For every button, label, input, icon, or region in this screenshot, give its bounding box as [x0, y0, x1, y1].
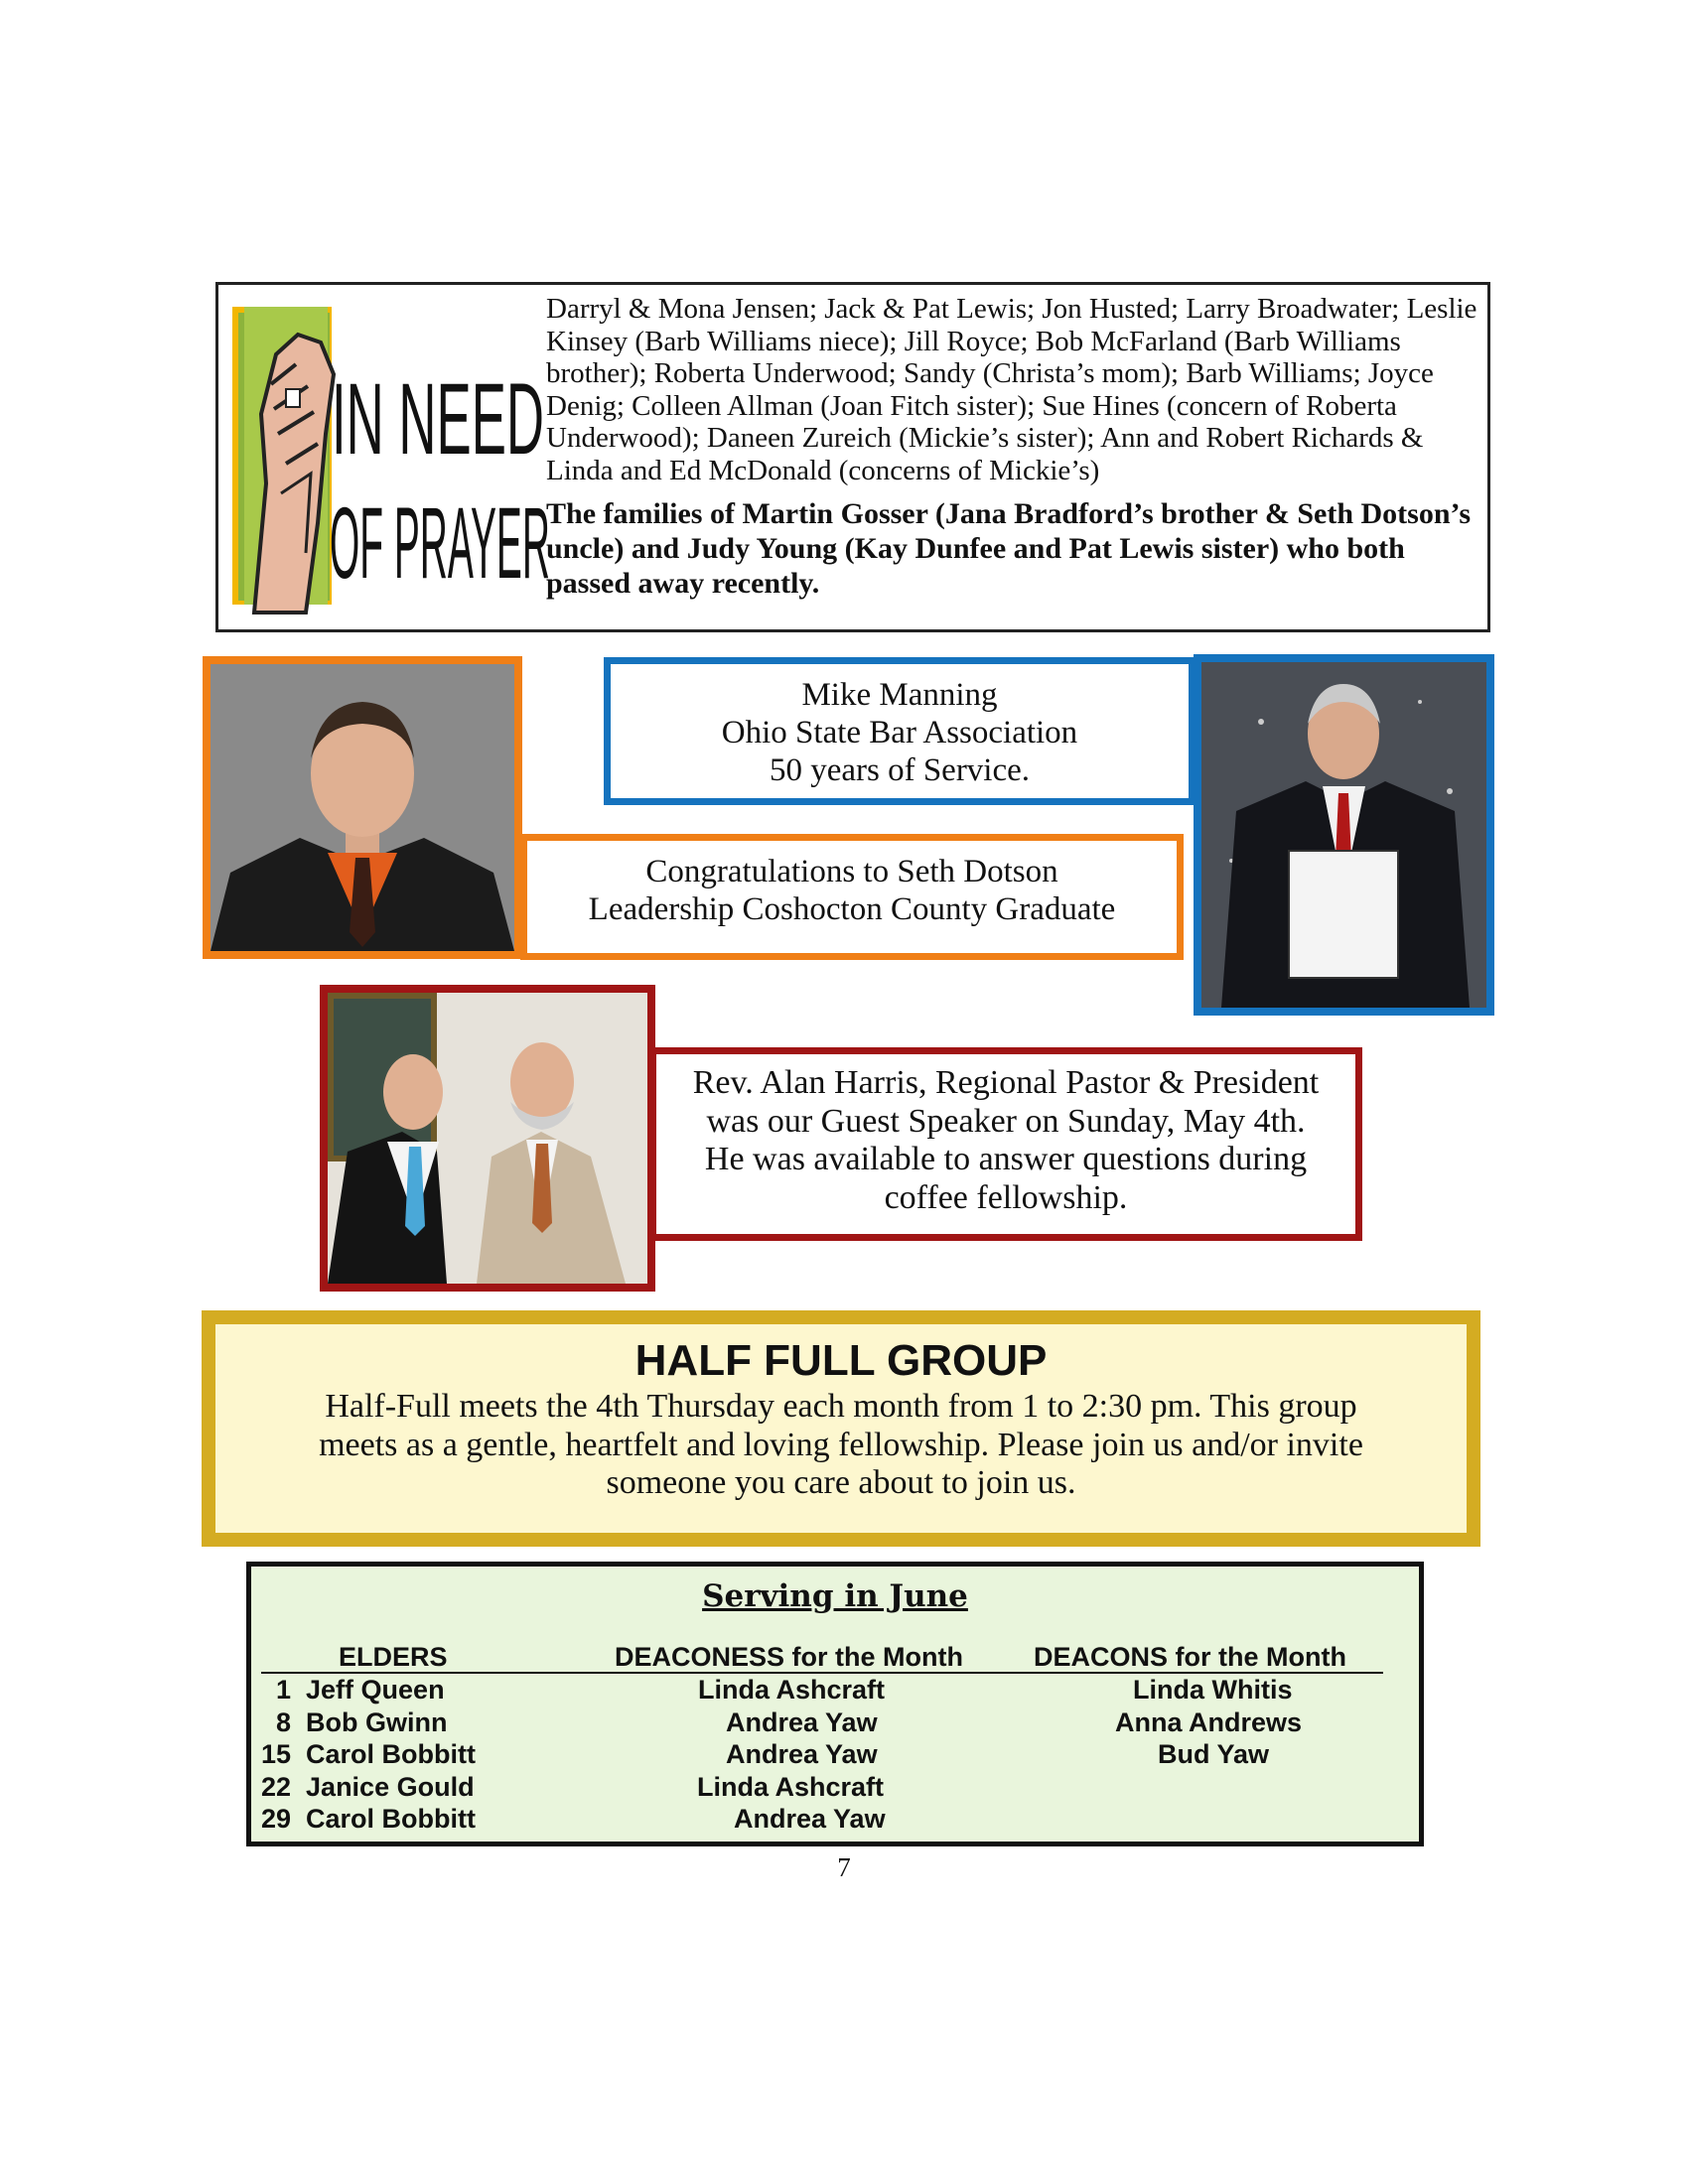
mike-manning-caption — [604, 657, 1196, 805]
deaconess-entry: Linda Ashcraft — [697, 1771, 885, 1802]
alan-harris-caption — [649, 1047, 1362, 1241]
alan-harris-photo — [320, 985, 655, 1292]
half-full-title: HALF FULL GROUP — [634, 1336, 1048, 1385]
elder-entry: 22 Janice Gould — [261, 1771, 475, 1802]
prayer-families-note: The families of Martin Gosser (Jana Bradford’s brother & Seth Dotson’s uncle) and Judy Young (Kay Dunfee and Pat Lewis sister) who both passed away recently. — [546, 497, 1472, 600]
half-full-line: meets as a gentle, heartfelt and loving fellowship. Please join us and/or invite — [319, 1426, 1363, 1463]
deacon-entry: Bud Yaw — [1158, 1739, 1270, 1769]
elder-entry: 15 Carol Bobbitt — [261, 1739, 477, 1769]
alan-caption-line: coffee fellowship. — [884, 1178, 1128, 1216]
mike-portrait-image — [1201, 662, 1486, 1008]
praying-hands-icon — [226, 295, 554, 622]
mike-caption-line: Ohio State Bar Association — [721, 715, 1078, 751]
deacons-header: DEACONS for the Month — [1034, 1642, 1346, 1672]
elder-entry: 1 Jeff Queen — [261, 1675, 445, 1705]
deaconess-entry: Andrea Yaw — [726, 1739, 878, 1769]
elder-entry: 8 Bob Gwinn — [261, 1706, 448, 1737]
deaconess-entry: Linda Ashcraft — [698, 1675, 886, 1705]
half-full-line: Half-Full meets the 4th Thursday each month from 1 to 2:30 pm. This group — [325, 1388, 1357, 1425]
alan-caption-line: was our Guest Speaker on Sunday, May 4th. — [706, 1102, 1306, 1140]
deacon-entry: Linda Whitis — [1133, 1675, 1293, 1705]
deaconess-entry: Andrea Yaw — [726, 1706, 878, 1737]
seth-dotson-photo — [203, 656, 522, 959]
prayer-list: Darryl & Mona Jensen; Jack & Pat Lewis; Jon Husted; Larry Broadwater; Leslie Kinsey (Barb Williams niece); Jill Royce; Bob McFarland (Barb Williams brother); Roberta Underwood; Sandy (Christa’s mom); Barb Williams; Joyce Denig; Colleen Allman (Joan Fitch sister); Sue Hines (concern of Roberta Underwood); Daneen Zureich (Mickie’s sister); Ann and Robert Richards & Linda and Ed McDonald (concerns of Mickie’s) — [546, 293, 1477, 486]
mike-caption-line: Mike Manning — [801, 677, 998, 713]
elders-header: ELDERS — [339, 1642, 448, 1672]
page-number: 7 — [837, 1852, 851, 1882]
seth-portrait-image — [211, 664, 514, 951]
seth-dotson-caption — [520, 834, 1184, 960]
prayer-text — [546, 293, 1479, 601]
half-full-line: someone you care about to join us. — [606, 1464, 1076, 1501]
seth-caption-line: Leadership Coshocton County Graduate — [588, 891, 1116, 927]
seth-caption-line: Congratulations to Seth Dotson — [645, 854, 1058, 889]
deacon-entry: Anna Andrews — [1115, 1706, 1303, 1737]
alan-caption-line: He was available to answer questions during — [704, 1141, 1308, 1177]
deaconess-entry: Andrea Yaw — [734, 1804, 886, 1834]
serving-title: Serving in June — [702, 1578, 968, 1614]
half-full-group-box — [202, 1310, 1480, 1547]
elder-entry: 29 Carol Bobbitt — [261, 1804, 477, 1834]
alan-portrait-image — [328, 993, 647, 1284]
prayer-box — [215, 282, 1490, 632]
alan-caption-line: Rev. Alan Harris, Regional Pastor & President — [692, 1064, 1320, 1101]
half-full-body — [215, 1388, 1467, 1503]
mike-caption-line: 50 years of Service. — [769, 752, 1031, 788]
prayer-art-word-1: IN NEED — [332, 362, 544, 476]
mike-manning-photo — [1194, 654, 1494, 1016]
prayer-art-word-2: OF PRAYER — [330, 486, 550, 600]
deaconess-header: DEACONESS for the Month — [615, 1642, 963, 1672]
serving-in-june-table — [246, 1562, 1424, 1846]
